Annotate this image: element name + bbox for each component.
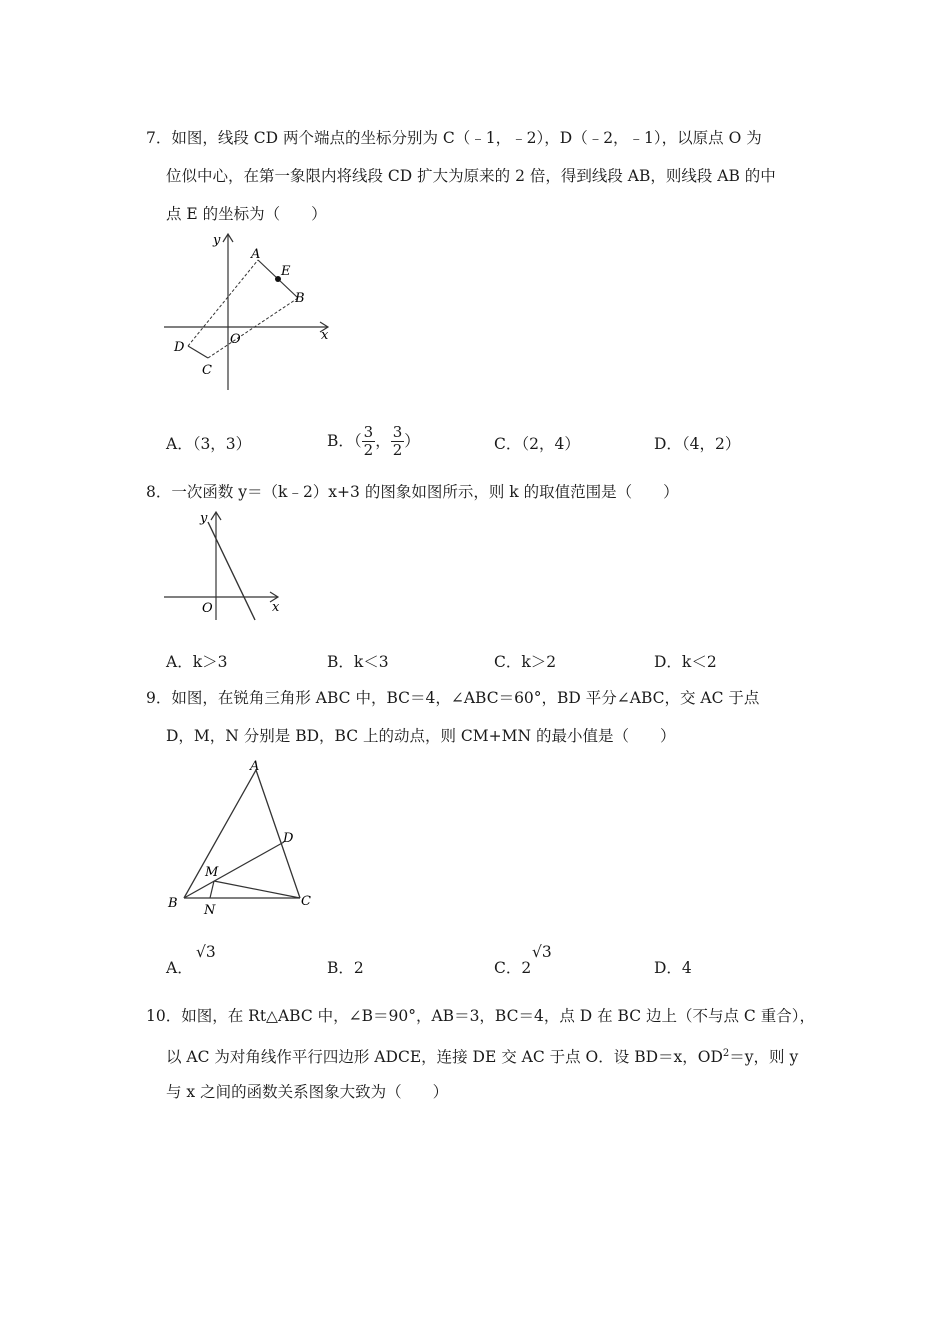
q9-line-2: D，M，N 分别是 BD，BC 上的动点，则 CM+MN 的最小值是（ ） (166, 727, 676, 745)
q7-option-d: D．（4，2） (654, 435, 741, 453)
q9-fig-M-label: M (205, 865, 219, 880)
fraction-numerator: 3 (363, 422, 374, 441)
q9-figure (160, 754, 320, 920)
q8-figure (160, 508, 290, 624)
q9-line-1: 9．如图，在锐角三角形 ABC 中，BC＝4，∠ABC＝60°，BD 平分∠ABC，交 AC 于点 (146, 689, 760, 707)
q7-figure (160, 228, 340, 394)
q9-option-c-sqrt: √3 (532, 943, 552, 961)
q10-line-2-superscript: 2 (722, 1048, 730, 1059)
q9-fig-A-label: A (250, 759, 260, 774)
q8-option-a: A．k＞3 (166, 653, 228, 671)
q9-option-a-prefix: A． (166, 959, 193, 977)
q7-option-b-prefix: B．（ (327, 432, 362, 450)
q7-fig-C-label: C (202, 363, 212, 378)
q7-option-b (327, 419, 420, 463)
q7-line-1: 7．如图，线段 CD 两个端点的坐标分别为 C（﹣1，﹣2），D（﹣2，﹣1），以原点 O 为 (146, 129, 762, 147)
q8-option-d: D．k＜2 (654, 653, 717, 671)
fraction-denominator: 2 (363, 440, 374, 459)
fraction-numerator: 3 (392, 422, 403, 441)
q9-option-a-sqrt: √3 (196, 943, 216, 961)
q8-fig-x-label: x (272, 600, 280, 615)
q10-line-1: 10．如图，在 Rt△ABC 中，∠B＝90°，AB＝3，BC＝4，点 D 在 BC 边上（不与点 C 重合）， (146, 1007, 815, 1025)
q10-line-2-part-a: 以 AC 为对角线作平行四边形 ADCE，连接 DE 交 AC 于点 O．设 BD＝x，OD (166, 1048, 723, 1067)
q9-fig-D-label: D (283, 831, 294, 846)
q7-fig-O-label: O (230, 332, 241, 347)
q7-fig-A-label: A (251, 247, 261, 262)
q10-line-2-part-b: ＝y，则 y (729, 1048, 799, 1067)
q7-option-b-comma: ， (375, 432, 391, 450)
q9-fig-N-label: N (204, 903, 216, 918)
q7-fig-E-label: E (281, 264, 291, 279)
q8-option-c: C．k＞2 (494, 653, 557, 671)
q9-fig-C-label: C (301, 894, 311, 909)
q7-option-b-fraction-1 (362, 424, 376, 459)
q9-option-c-prefix: C．2 (494, 959, 532, 977)
q8-fig-O-label: O (202, 601, 213, 616)
q7-fig-y-label: y (213, 233, 221, 248)
q7-option-b-fraction-2 (391, 424, 405, 459)
q7-fig-x-label: x (321, 328, 329, 343)
fraction-denominator: 2 (392, 440, 403, 459)
q7-line-2: 位似中心，在第一象限内将线段 CD 扩大为原来的 2 倍，得到线段 AB，则线段 AB 的中 (166, 167, 776, 185)
q10-line-3: 与 x 之间的函数关系图象大致为（ ） (166, 1083, 449, 1101)
q7-fig-D-label: D (174, 340, 185, 355)
q8-option-b: B．k＜3 (327, 653, 389, 671)
q9-option-b: B．2 (327, 959, 364, 977)
q7-option-a: A．（3，3） (166, 435, 252, 453)
q7-option-b-suffix: ） (404, 432, 420, 450)
q8-line-1: 8．一次函数 y＝（k﹣2）x+3 的图象如图所示，则 k 的取值范围是（ ） (146, 483, 679, 501)
q7-option-c: C．（2，4） (494, 435, 580, 453)
q10-line-2 (166, 1044, 798, 1067)
q8-fig-y-label: y (200, 511, 208, 526)
q7-line-3: 点 E 的坐标为（ ） (166, 205, 327, 223)
q7-fig-B-label: B (295, 291, 305, 306)
q9-option-d: D．4 (654, 959, 692, 977)
q9-fig-B-label: B (168, 896, 178, 911)
